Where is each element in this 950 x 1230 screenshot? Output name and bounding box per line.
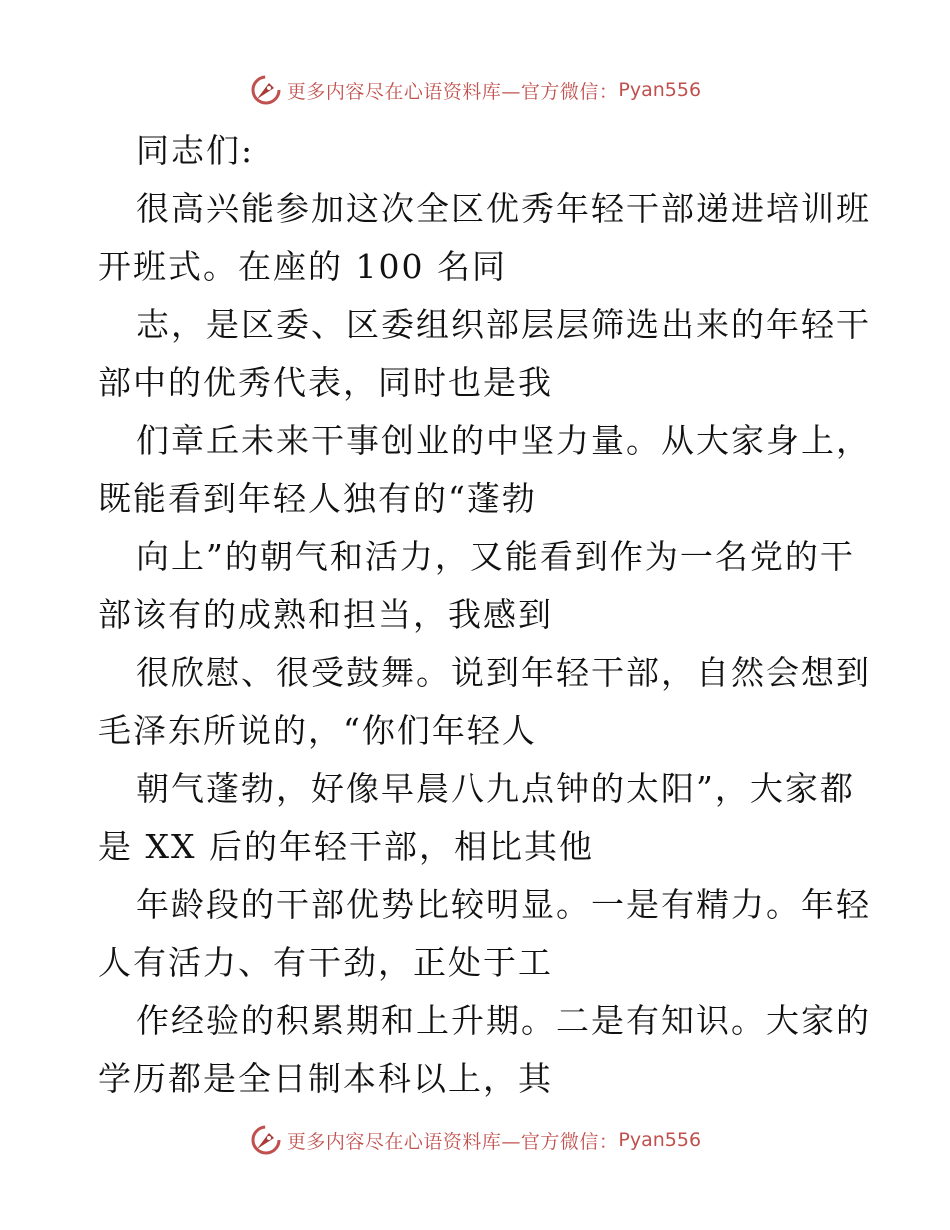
text-line: 志，是区委、区委组织部层层筛选出来的年轻干 [136, 305, 871, 344]
pen-nib-logo-icon [249, 73, 283, 107]
banner-text: 更多内容尽在心语资料库—官方微信： [286, 1130, 619, 1153]
footer-banner [0, 1120, 950, 1160]
text-line: 们章丘未来干事创业的中坚力量。从大家身上， [136, 421, 871, 460]
text-line: 人有活力、有干劲，正处于工 [98, 943, 553, 982]
text-line: 同志们: [136, 131, 255, 170]
text-line: 是 XX 后的年轻干部，相比其他 [98, 827, 594, 866]
text-line: 学历都是全日制本科以上，其 [98, 1059, 553, 1098]
text-line: 向上”的朝气和活力，又能看到作为一名党的干 [136, 537, 855, 576]
document-body [98, 122, 871, 1108]
text-line: 开班式。在座的 100 名同 [98, 247, 507, 286]
banner-text: 更多内容尽在心语资料库—官方微信： [286, 80, 619, 103]
text-line: 毛泽东所说的，“你们年轻人 [98, 711, 537, 750]
pen-nib-logo-icon [249, 1123, 283, 1157]
banner-account: Pyan556 [618, 79, 702, 101]
text-line: 朝气蓬勃，好像早晨八九点钟的太阳”，大家都 [136, 769, 855, 808]
text-line: 年龄段的干部优势比较明显。一是有精力。年轻 [136, 885, 871, 924]
text-line: 部中的优秀代表，同时也是我 [98, 363, 553, 402]
text-line: 作经验的积累期和上升期。二是有知识。大家的 [136, 1001, 871, 1040]
text-line: 部该有的成熟和担当，我感到 [98, 595, 553, 634]
text-line: 很高兴能参加这次全区优秀年轻干部递进培训班 [136, 189, 871, 228]
banner-account: Pyan556 [618, 1129, 702, 1151]
text-line: 很欣慰、很受鼓舞。说到年轻干部，自然会想到 [136, 653, 871, 692]
text-line: 既能看到年轻人独有的“蓬勃 [98, 479, 537, 518]
header-banner [0, 70, 950, 110]
